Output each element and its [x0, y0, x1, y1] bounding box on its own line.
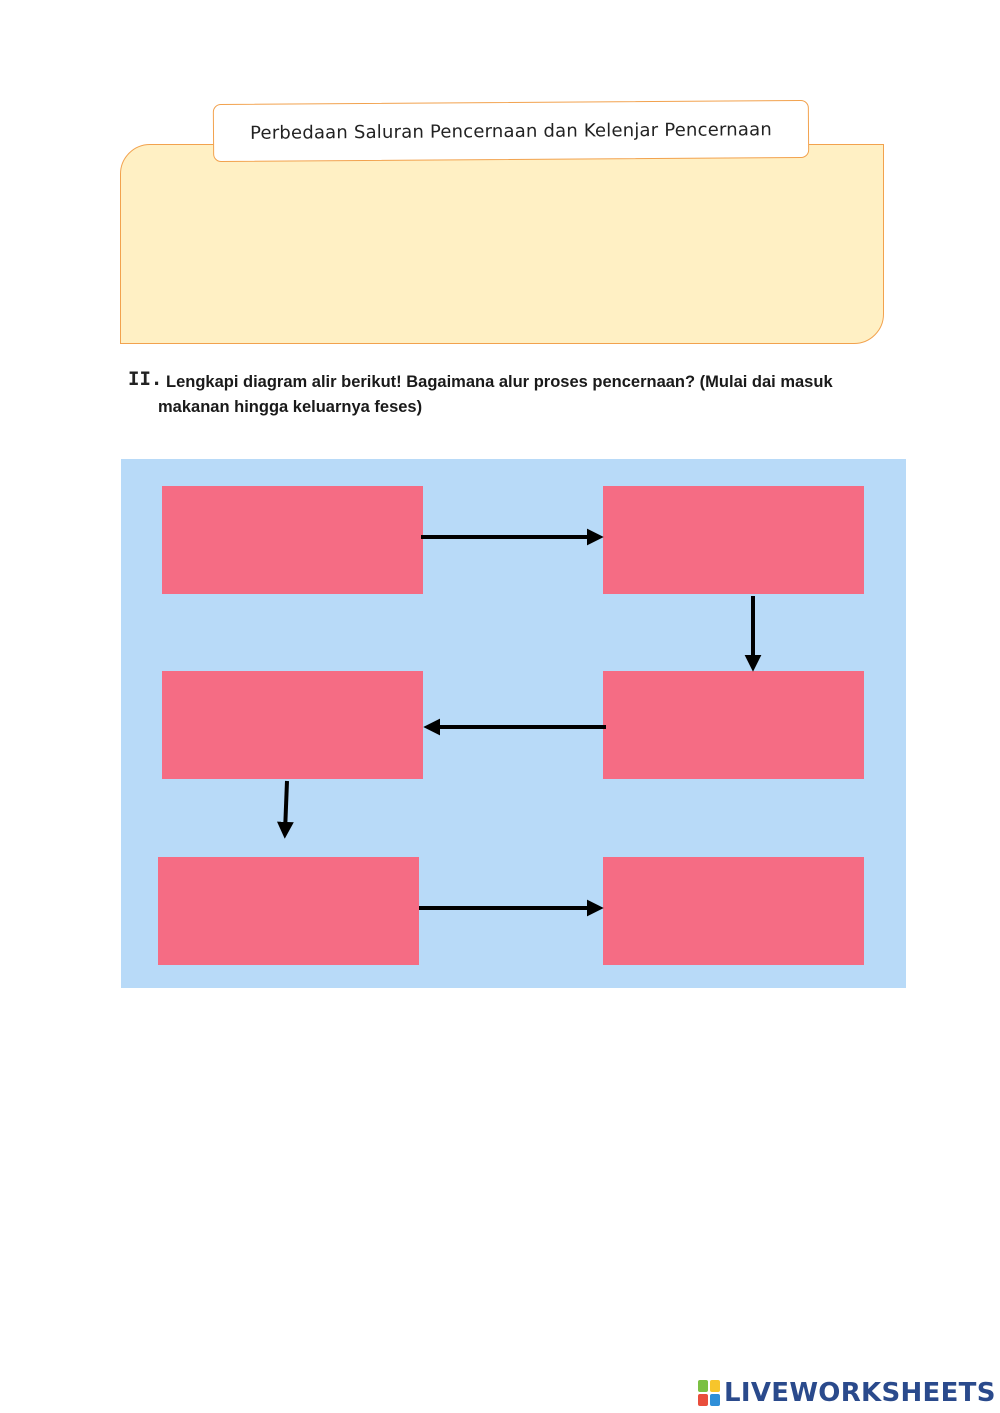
question-text-line-2: makanan hingga keluarnya feses)	[158, 398, 423, 416]
flow-arrows	[121, 459, 906, 988]
liveworksheets-logo-icon	[698, 1380, 720, 1406]
footer-logo[interactable]	[698, 1378, 996, 1408]
answer-box-section-1	[120, 144, 884, 344]
section-title: Perbedaan Saluran Pencernaan dan Kelenjar Pencernaan	[250, 118, 772, 144]
section-title-banner	[213, 100, 809, 162]
arrow-down-2	[285, 781, 287, 832]
question-text-line-1: Lengkapi diagram alir berikut! Bagaimana alur proses pencernaan? (Mulai dai masuk	[166, 373, 833, 391]
question-number: II.	[128, 368, 163, 390]
logo-text: LIVEWORKSHEETS	[724, 1378, 996, 1408]
